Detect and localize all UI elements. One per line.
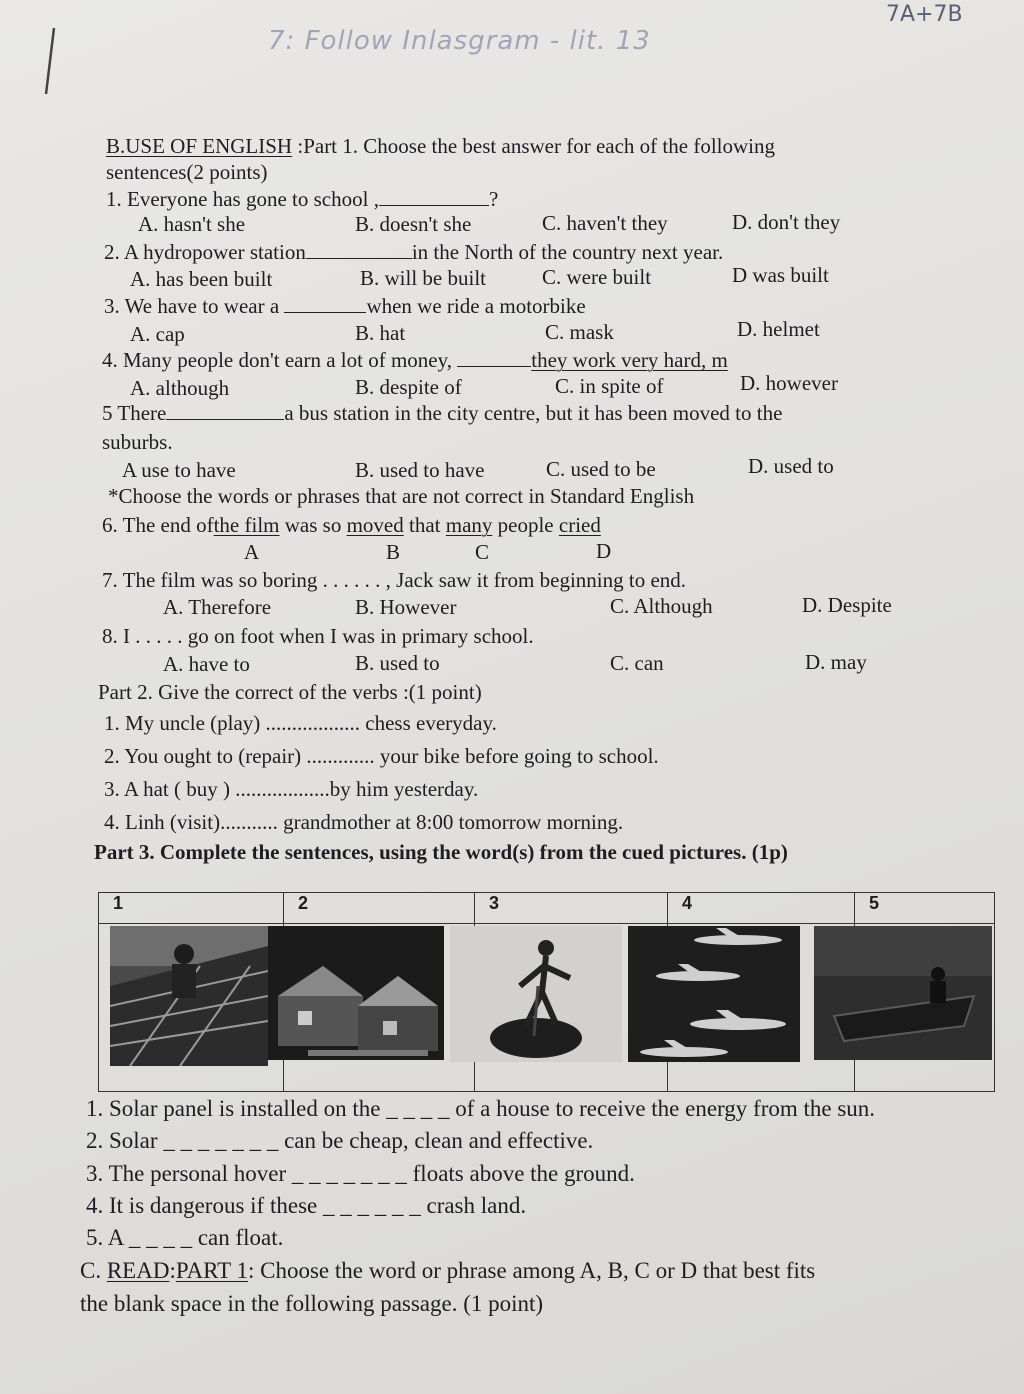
q6-text-1: was so — [279, 513, 347, 537]
q8-option-b: B. used to — [355, 651, 440, 675]
error-id-instruction: *Choose the words or phrases that are not correct in Standard English — [108, 484, 695, 508]
q2-option-b: B. will be built — [360, 266, 486, 290]
q8-option-c: C. can — [610, 651, 664, 675]
part2-item-2: 2. You ought to (repair) ............. your bike before going to school. — [104, 744, 659, 768]
q6-text-2: that — [403, 513, 446, 537]
part3-sentence-3 — [86, 1161, 635, 1187]
part3-blank-1: _ _ _ _ — [386, 1096, 450, 1121]
question-2-text: 2. A hydropower station — [104, 240, 306, 264]
section-c-instruction-cont: the blank space in the following passage. (1 point) — [80, 1291, 544, 1316]
part3-sentence-4-start: 4. It is dangerous if these — [86, 1193, 318, 1218]
section-b-heading-line — [106, 134, 775, 158]
question-2 — [104, 240, 723, 264]
q1-option-a: A. hasn't she — [138, 212, 246, 236]
q1-option-c: C. haven't they — [542, 211, 668, 235]
question-5-cont: suburbs. — [102, 430, 173, 454]
q3-option-d: D. helmet — [737, 317, 820, 341]
question-2-blank — [306, 240, 412, 259]
part2-heading: Part 2. Give the correct of the verbs :(1 point) — [98, 680, 482, 704]
part3-heading: Part 3. Complete the sentences, using the word(s) from the cued pictures. (1p) — [94, 840, 788, 864]
q1-option-b: B. doesn't she — [355, 212, 472, 236]
part3-sentence-5-end: can float. — [197, 1225, 284, 1250]
solar-houses-picture-icon — [268, 926, 444, 1060]
question-2-end: in the North of the country next year. — [411, 240, 724, 264]
section-c-read: READ — [106, 1258, 170, 1283]
q8-option-d: D. may — [805, 650, 867, 674]
picture-number-5: 5 — [855, 893, 995, 924]
part3-blank-2: _ _ _ _ _ _ _ — [163, 1128, 279, 1153]
part3-sentence-3-start: 3. The personal hover — [86, 1161, 287, 1186]
section-c-prefix: C. — [80, 1258, 102, 1283]
question-4-end: they work very hard, m — [531, 348, 728, 372]
section-c-colon: : — [169, 1258, 176, 1283]
question-1-end: ? — [488, 187, 499, 211]
section-c-part: PART 1 — [175, 1258, 248, 1283]
section-b-heading: B.USE OF ENGLISH — [106, 134, 293, 158]
q2-option-c: C. were built — [542, 265, 652, 289]
question-3-text: 3. We have to wear a — [104, 294, 280, 318]
boat-picture-icon — [814, 926, 992, 1060]
part2-item-4: 4. Linh (visit)........... grandmother at 8:00 tomorrow morning. — [104, 810, 624, 834]
part3-blank-3: _ _ _ _ _ _ _ — [291, 1161, 407, 1186]
part3-sentence-1-end: of a house to receive the energy from the sun. — [455, 1096, 876, 1121]
question-1-blank — [379, 187, 489, 206]
part3-sentence-2-end: can be cheap, clean and effective. — [284, 1128, 594, 1153]
question-8: 8. I . . . . . go on foot when I was in primary school. — [102, 624, 534, 648]
q4-option-a: A. although — [130, 376, 230, 400]
question-3-blank — [284, 294, 366, 313]
question-3-end: when we ride a motorbike — [366, 294, 586, 318]
question-5-end: a bus station in the city centre, but it has been moved to the — [284, 401, 783, 425]
part3-sentence-2 — [86, 1128, 593, 1154]
part3-sentence-5 — [86, 1225, 283, 1251]
q2-option-d: D was built — [732, 263, 829, 287]
rooftop-picture-icon — [110, 926, 268, 1066]
airplanes-picture-icon — [628, 926, 800, 1062]
q6-underlined-b: moved — [346, 513, 404, 537]
part3-sentence-4-end: crash land. — [426, 1193, 527, 1218]
q4-option-c: C. in spite of — [555, 374, 664, 398]
part3-sentence-1 — [86, 1096, 875, 1122]
part3-sentence-1-start: 1. Solar panel is installed on the — [86, 1096, 381, 1121]
q3-option-b: B. hat — [355, 321, 406, 345]
question-5-text: 5 There — [102, 401, 167, 425]
part1-intro-cont: sentences(2 points) — [106, 160, 268, 184]
part1-intro: :Part 1. Choose the best answer for each of the following — [297, 134, 775, 158]
q6-text-3: people — [492, 513, 559, 537]
part3-sentence-5-start: 5. A — [86, 1225, 124, 1250]
picture-number-1: 1 — [99, 893, 284, 924]
part3-sentence-4 — [86, 1193, 526, 1219]
q6-underlined-d: cried — [558, 513, 601, 537]
picture-number-4: 4 — [668, 893, 855, 924]
picture-number-2: 2 — [284, 893, 475, 924]
question-4-text: 4. Many people don't earn a lot of money, — [102, 348, 452, 372]
q5-option-a: A use to have — [122, 458, 236, 482]
hoverboard-picture-icon — [450, 926, 622, 1062]
q5-option-d: D. used to — [748, 454, 834, 478]
q7-option-a: A. Therefore — [163, 595, 272, 619]
q6-letter-c: C — [475, 540, 490, 564]
q6-letter-b: B — [386, 540, 401, 564]
q6-underlined-a: the film — [213, 513, 280, 537]
part3-sentence-3-end: floats above the ground. — [412, 1161, 635, 1186]
q4-option-d: D. however — [740, 371, 838, 395]
q3-option-a: A. cap — [130, 322, 185, 346]
q7-option-c: C. Although — [610, 594, 713, 618]
question-1 — [106, 187, 498, 211]
question-3 — [104, 294, 586, 318]
part3-blank-5: _ _ _ _ — [128, 1225, 193, 1250]
handwritten-faint-note: 7: Follow Inlasgram - lit. 13 — [268, 26, 651, 56]
q2-option-a: A. has been built — [130, 267, 273, 291]
q4-option-b: B. despite of — [355, 375, 462, 399]
section-c-instruction: : Choose the word or phrase among A, B, C or D that best fits — [248, 1258, 816, 1283]
q7-option-d: D. Despite — [802, 593, 892, 617]
q6-letter-a: A — [244, 540, 260, 564]
q6-underlined-c: many — [445, 513, 493, 537]
question-6-text: 6. The end of — [102, 513, 214, 537]
question-5 — [102, 401, 782, 425]
handwritten-class-note: 7A+7B — [886, 2, 963, 27]
picture-number-3: 3 — [475, 893, 668, 924]
question-4 — [102, 348, 728, 372]
question-5-blank — [166, 401, 284, 420]
section-c-heading — [80, 1258, 815, 1284]
pen-mark-icon — [36, 24, 66, 104]
part3-sentence-2-start: 2. Solar — [86, 1128, 158, 1153]
q8-option-a: A. have to — [163, 652, 250, 676]
question-7: 7. The film was so boring . . . . . . , Jack saw it from beginning to end. — [102, 568, 687, 592]
q5-option-b: B. used to have — [355, 458, 485, 482]
question-6 — [102, 513, 601, 537]
q3-option-c: C. mask — [545, 320, 614, 344]
q7-option-b: B. However — [355, 595, 457, 619]
part2-item-1: 1. My uncle (play) .................. chess everyday. — [104, 711, 497, 735]
q6-letter-d: D — [596, 539, 612, 563]
question-1-text: 1. Everyone has gone to school , — [106, 187, 379, 211]
part3-blank-4: _ _ _ _ _ _ — [322, 1193, 421, 1218]
q5-option-c: C. used to be — [546, 457, 656, 481]
part2-item-3: 3. A hat ( buy ) ..................by him yesterday. — [104, 777, 479, 801]
q1-option-d: D. don't they — [732, 210, 841, 234]
question-4-blank — [457, 348, 531, 367]
